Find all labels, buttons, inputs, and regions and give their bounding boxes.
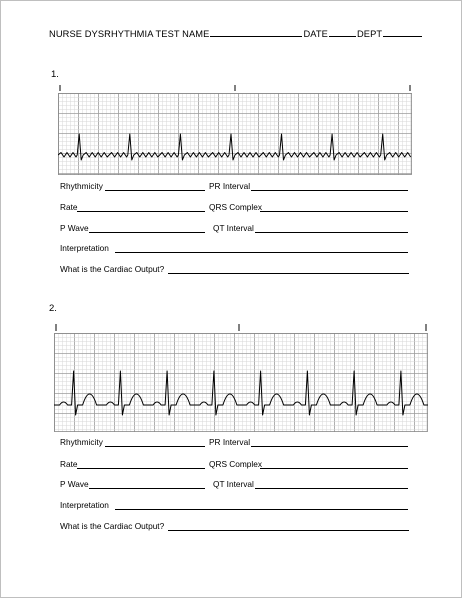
rhythmicity-answer-line[interactable]: [105, 446, 205, 447]
ecg-grid: [54, 333, 428, 432]
qrs-complex-label: QRS Complex: [209, 459, 263, 469]
rhythmicity-answer-line[interactable]: [105, 190, 205, 191]
interpretation-label: Interpretation: [60, 243, 109, 253]
ecg-grid: [58, 93, 412, 175]
rate-label: Rate: [60, 459, 78, 469]
question-number: 1.: [51, 69, 59, 80]
p-wave-label: P Wave: [60, 479, 89, 489]
qt-interval-label: QT Interval: [213, 479, 254, 489]
pr-interval-label: PR Interval: [209, 437, 251, 447]
rate-label: Rate: [60, 202, 78, 212]
pr-interval-label: PR Interval: [209, 181, 251, 191]
interpretation-answer-line[interactable]: [115, 252, 408, 253]
pr-interval-answer-line[interactable]: [251, 190, 408, 191]
pr-interval-answer-line[interactable]: [251, 446, 408, 447]
qt-interval-answer-line[interactable]: [255, 232, 408, 233]
interpretation-label: Interpretation: [60, 500, 109, 510]
cardiac-output-answer-line[interactable]: [168, 530, 409, 531]
rhythmicity-label: Rhythmicity: [60, 437, 103, 447]
qt-interval-label: QT Interval: [213, 223, 254, 233]
cardiac-output-answer-line[interactable]: [168, 273, 409, 274]
ecg-strip-svg: [54, 324, 428, 432]
p-wave-label: P Wave: [60, 223, 89, 233]
test-title: NURSE DYSRHYTHMIA TEST NAME: [49, 29, 210, 39]
qt-interval-answer-line[interactable]: [255, 488, 408, 489]
question-number: 2.: [49, 303, 57, 314]
cardiac-output-question: What is the Cardiac Output?: [60, 521, 165, 531]
p-wave-answer-line[interactable]: [89, 232, 205, 233]
p-wave-answer-line[interactable]: [89, 488, 205, 489]
qrs-complex-answer-line[interactable]: [260, 211, 408, 212]
rate-answer-line[interactable]: [77, 211, 205, 212]
cardiac-output-question: What is the Cardiac Output?: [60, 264, 165, 274]
ecg-strip-2: [54, 324, 428, 432]
qrs-complex-label: QRS Complex: [209, 202, 263, 212]
date-label: DATE: [303, 29, 328, 39]
date-field[interactable]: [329, 27, 356, 37]
ecg-strip-svg: [58, 85, 412, 175]
name-field[interactable]: [210, 27, 302, 37]
worksheet-header: [49, 27, 423, 39]
dept-field[interactable]: [383, 27, 422, 37]
ecg-strip-1: [58, 85, 412, 175]
interpretation-answer-line[interactable]: [115, 509, 408, 510]
dept-label: DEPT: [356, 29, 383, 39]
rate-answer-line[interactable]: [77, 468, 205, 469]
qrs-complex-answer-line[interactable]: [260, 468, 408, 469]
rhythmicity-label: Rhythmicity: [60, 181, 103, 191]
